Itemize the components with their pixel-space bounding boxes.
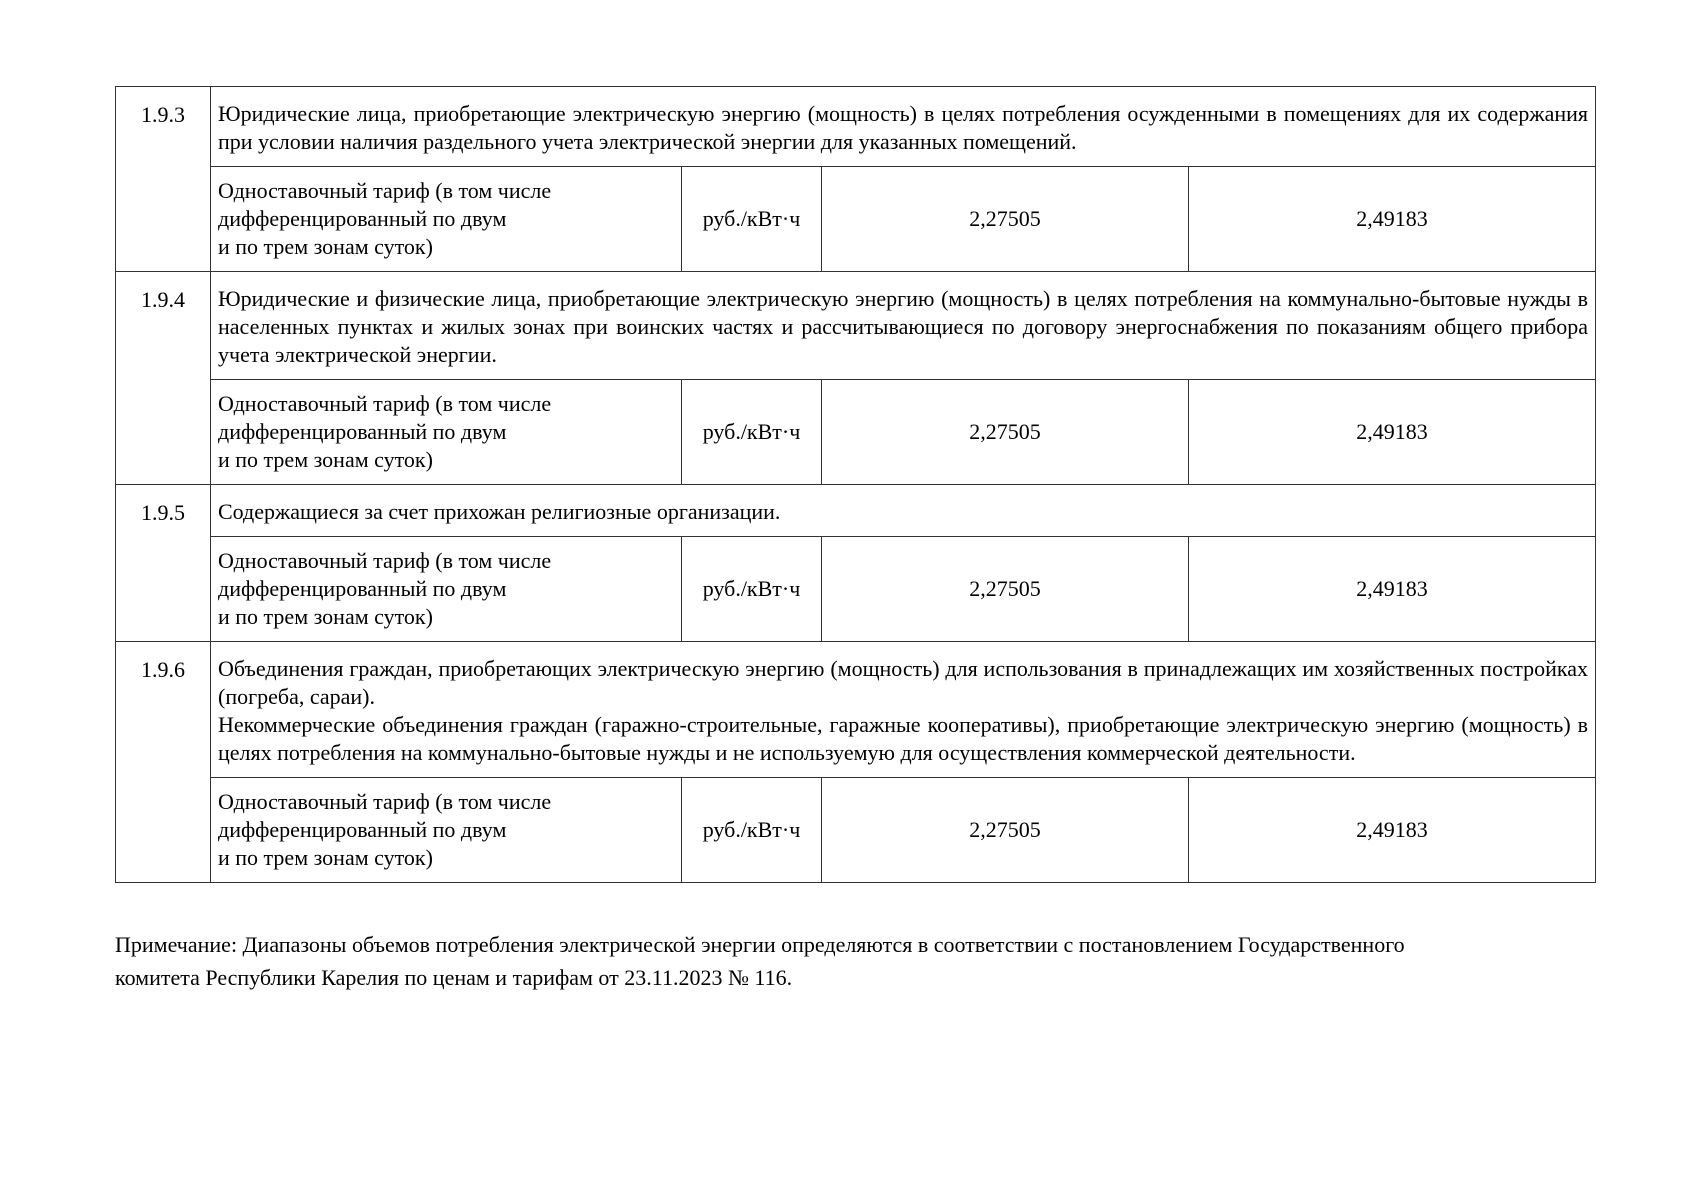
tariff-value-second: 2,49183 xyxy=(1189,778,1596,883)
table-row xyxy=(116,167,1596,272)
tariff-name: Одноставочный тариф (в том числе дифференцированный по двум и по трем зонам суток) xyxy=(211,778,682,883)
description-paragraph: Юридические лица, приобретающие электрическую энергию (мощность) в целях потребления осужденными в помещениях для их содержания при условии наличия раздельного учета электрической энергии для указанных помещений. xyxy=(218,101,1589,154)
tariff-unit: руб./кВт·ч xyxy=(682,167,822,272)
footnote-line: Примечание: Диапазоны объемов потребления электрической энергии определяются в соответствии с постановлением Государственного xyxy=(115,932,1405,957)
tariff-value-second: 2,49183 xyxy=(1189,167,1596,272)
row-description xyxy=(211,87,1596,167)
tariff-value-first: 2,27505 xyxy=(822,778,1189,883)
description-paragraph: Объединения граждан, приобретающих электрическую энергию (мощность) для использования в принадлежащих им хозяйственных постройках (погреба, сараи). xyxy=(218,656,1589,709)
table-row xyxy=(116,642,1596,778)
tariff-value-second: 2,49183 xyxy=(1189,380,1596,485)
tariff-name: Одноставочный тариф (в том числе дифференцированный по двум и по трем зонам суток) xyxy=(211,380,682,485)
table-row xyxy=(116,485,1596,537)
row-number: 1.9.5 xyxy=(116,485,211,642)
tariff-value-first: 2,27505 xyxy=(822,537,1189,642)
table-row xyxy=(116,537,1596,642)
row-description xyxy=(211,272,1596,380)
footnote-line: комитета Республики Карелия по ценам и тарифам от 23.11.2023 № 116. xyxy=(115,965,793,990)
row-number: 1.9.6 xyxy=(116,642,211,883)
tariff-value-first: 2,27505 xyxy=(822,167,1189,272)
tariff-name: Одноставочный тариф (в том числе дифференцированный по двум и по трем зонам суток) xyxy=(211,537,682,642)
tariff-table xyxy=(115,86,1596,883)
row-number: 1.9.4 xyxy=(116,272,211,485)
description-paragraph: Некоммерческие объединения граждан (гаражно-строительные, гаражные кооперативы), приобретающие электрическую энергию (мощность) в целях потребления на коммунально-бытовые нужды и не используемую для осуществления коммерческой деятельности. xyxy=(218,712,1589,765)
tariff-value-first: 2,27505 xyxy=(822,380,1189,485)
description-paragraph: Содержащиеся за счет прихожан религиозные организации. xyxy=(218,499,781,524)
tariff-name: Одноставочный тариф (в том числе дифференцированный по двум и по трем зонам суток) xyxy=(211,167,682,272)
footnote xyxy=(115,928,1605,994)
description-paragraph: Юридические и физические лица, приобретающие электрическую энергию (мощность) в целях потребления на коммунально-бытовые нужды в населенных пунктах и жилых зонах при воинских частях и рассчитывающиеся по договору энергоснабжения по показаниям общего прибора учета электрической энергии. xyxy=(218,286,1589,367)
tariff-unit: руб./кВт·ч xyxy=(682,778,822,883)
table-row xyxy=(116,87,1596,167)
row-description xyxy=(211,485,1596,537)
table-row xyxy=(116,778,1596,883)
row-description xyxy=(211,642,1596,778)
tariff-unit: руб./кВт·ч xyxy=(682,537,822,642)
table-row xyxy=(116,272,1596,380)
table-row xyxy=(116,380,1596,485)
tariff-value-second: 2,49183 xyxy=(1189,537,1596,642)
tariff-unit: руб./кВт·ч xyxy=(682,380,822,485)
row-number: 1.9.3 xyxy=(116,87,211,272)
